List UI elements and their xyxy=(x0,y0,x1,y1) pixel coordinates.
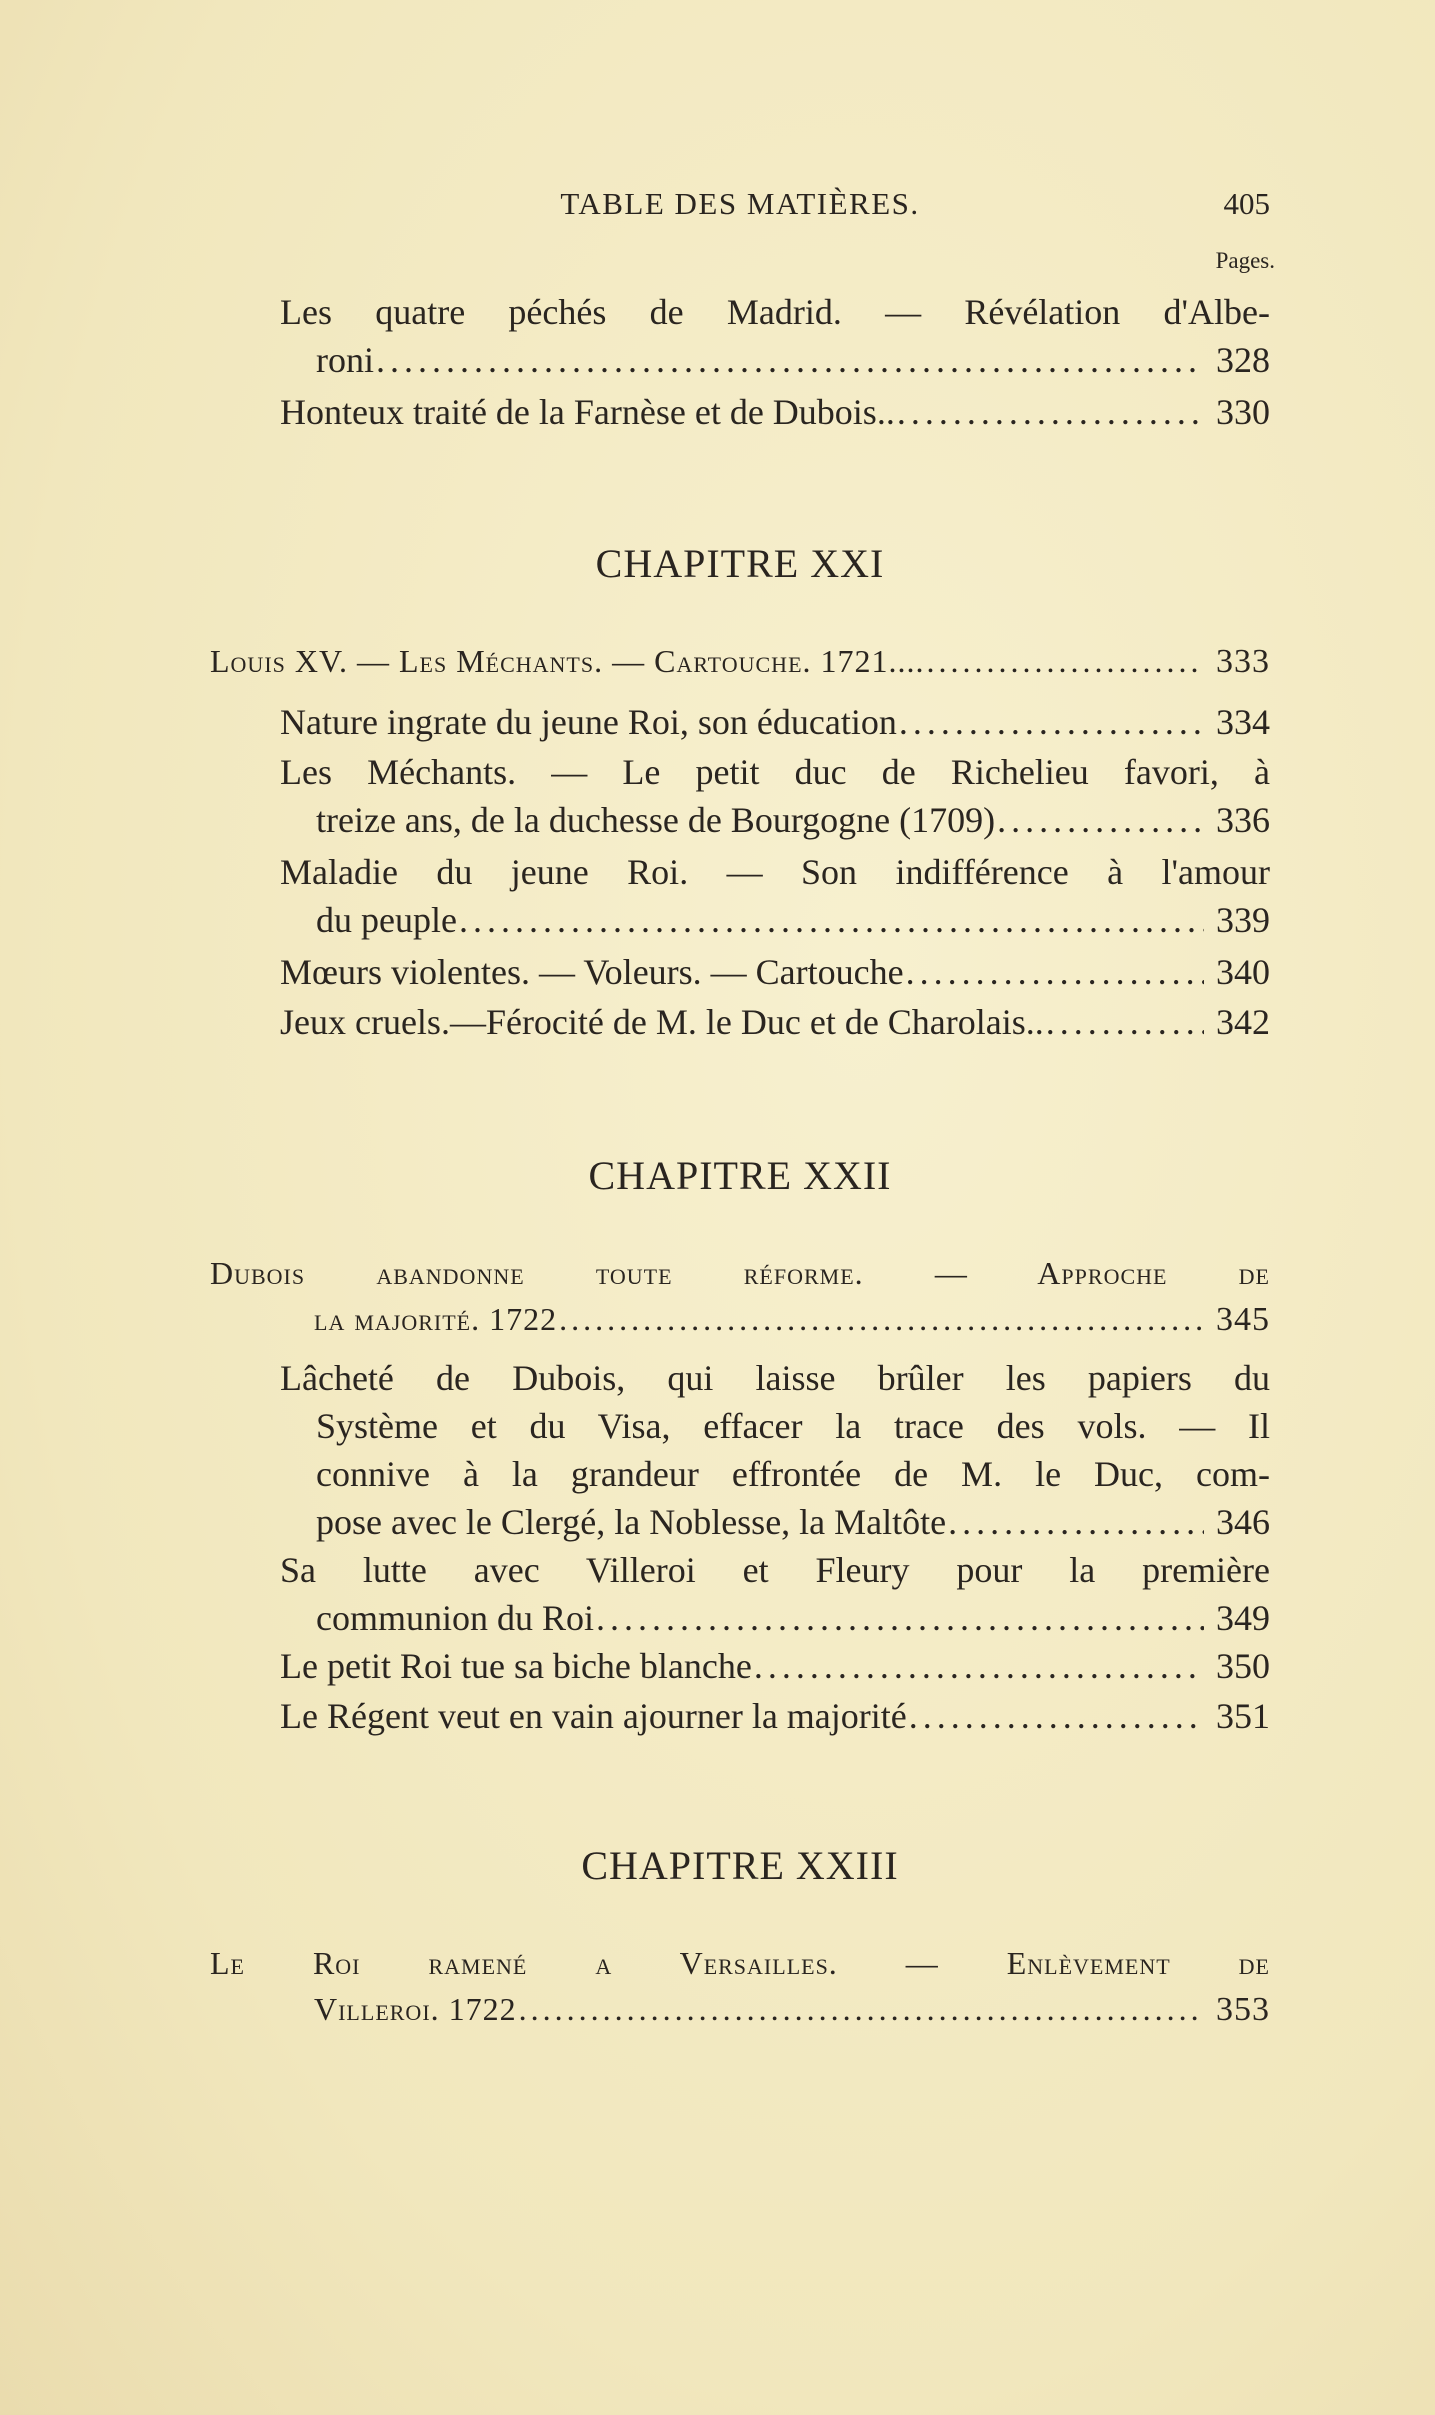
dot-leader xyxy=(997,796,1204,844)
entry-page: 342 xyxy=(1216,1002,1270,1042)
pages-column-label: Pages. xyxy=(1215,248,1275,273)
entry-text: Maladie du jeune Roi. — Son indifférence à l'amour xyxy=(280,852,1270,892)
entry-text: Le Régent veut en vain ajourner la majorité xyxy=(280,1696,907,1736)
entry-text: pose avec le Clergé, la Noblesse, la Maltôte xyxy=(316,1502,947,1542)
toc-entry xyxy=(280,998,1270,1046)
entry-text: roni xyxy=(316,340,374,380)
chapter-title: CHAPITRE XXII xyxy=(588,1153,892,1198)
entry-page: 334 xyxy=(1216,702,1270,742)
entry-text: Nature ingrate du jeune Roi, son éducation xyxy=(280,702,897,742)
summary-text: Le Roi ramené a Versailles. — Enlèvement de xyxy=(210,1945,1270,1981)
entry-text: Jeux cruels.—Férocité de M. le Duc et de Charolais.. xyxy=(280,1002,1044,1042)
entry-page: 330 xyxy=(1216,392,1270,432)
dot-leader xyxy=(906,948,1204,996)
entry-page: 328 xyxy=(1216,340,1270,380)
entry-text: Mœurs violentes. — Voleurs. — Cartouche xyxy=(280,952,904,992)
dot-leader xyxy=(519,1986,1204,2032)
entry-text: du peuple xyxy=(316,900,457,940)
entry-text: Lâcheté de Dubois, qui laisse brûler les papiers du xyxy=(280,1358,1270,1398)
summary-page: 333 xyxy=(1216,643,1270,680)
entry-page: 346 xyxy=(1216,1502,1270,1542)
summary-page: 353 xyxy=(1216,1991,1270,2028)
entry-text: treize ans, de la duchesse de Bourgogne (1709) xyxy=(316,800,996,840)
dot-leader xyxy=(596,1594,1204,1642)
entry-text: Système et du Visa, effacer la trace des vols. — Il xyxy=(316,1406,1270,1446)
chapter-summary xyxy=(210,1940,1270,2033)
toc-entry xyxy=(280,1642,1270,1690)
entry-text: Les Méchants. — Le petit duc de Richelieu favori, à xyxy=(280,752,1270,792)
entry-text: Les quatre péchés de Madrid. — Révélation d'Albe- xyxy=(280,292,1270,332)
chapter-title: CHAPITRE XXI xyxy=(595,541,885,586)
entry-text: Honteux traité de la Farnèse et de Dubois.. xyxy=(280,392,895,432)
entry-page: 349 xyxy=(1216,1598,1270,1638)
toc-entry xyxy=(280,288,1270,384)
summary-text: la majorité. 1722 xyxy=(314,1301,558,1337)
entry-page: 339 xyxy=(1216,900,1270,940)
toc-entry xyxy=(280,1692,1270,1740)
entry-text: Sa lutte avec Villeroi et Fleury pour la première xyxy=(280,1550,1270,1590)
summary-text: Dubois abandonne toute réforme. — Approche de xyxy=(210,1255,1270,1291)
entry-page: 340 xyxy=(1216,952,1270,992)
dot-leader xyxy=(899,698,1204,746)
toc-entry xyxy=(280,848,1270,944)
summary-text: Louis XV. — Les Méchants. — Cartouche. 1721.... xyxy=(210,643,925,679)
dot-leader xyxy=(927,638,1204,684)
entry-page: 350 xyxy=(1216,1646,1270,1686)
dot-leader xyxy=(459,896,1204,944)
dot-leader xyxy=(909,1692,1204,1740)
dot-leader xyxy=(754,1642,1204,1690)
chapter-title: CHAPITRE XXIII xyxy=(581,1843,899,1888)
toc-entry xyxy=(280,1546,1270,1642)
summary-text: Villeroi. 1722 xyxy=(314,1991,517,2027)
page-number: 405 xyxy=(1223,186,1270,221)
entry-text: connive à la grandeur effrontée de M. le Duc, com- xyxy=(316,1454,1270,1494)
entry-page: 351 xyxy=(1216,1696,1270,1736)
toc-entry xyxy=(280,1354,1270,1546)
summary-page: 345 xyxy=(1216,1301,1270,1338)
dot-leader xyxy=(559,1296,1204,1342)
running-header xyxy=(210,180,1270,228)
entry-page: 336 xyxy=(1216,800,1270,840)
entry-text: communion du Roi xyxy=(316,1598,594,1638)
toc-entry xyxy=(280,388,1270,436)
dot-leader xyxy=(948,1498,1204,1546)
entry-text: Le petit Roi tue sa biche blanche xyxy=(280,1646,752,1686)
dot-leader xyxy=(1046,998,1204,1046)
dot-leader xyxy=(376,336,1204,384)
toc-entry xyxy=(280,748,1270,844)
toc-entry xyxy=(280,948,1270,996)
chapter-summary xyxy=(210,638,1270,685)
toc-entry xyxy=(280,698,1270,746)
chapter-summary xyxy=(210,1250,1270,1343)
running-title: TABLE DES MATIÈRES. xyxy=(560,186,920,221)
dot-leader xyxy=(897,388,1204,436)
